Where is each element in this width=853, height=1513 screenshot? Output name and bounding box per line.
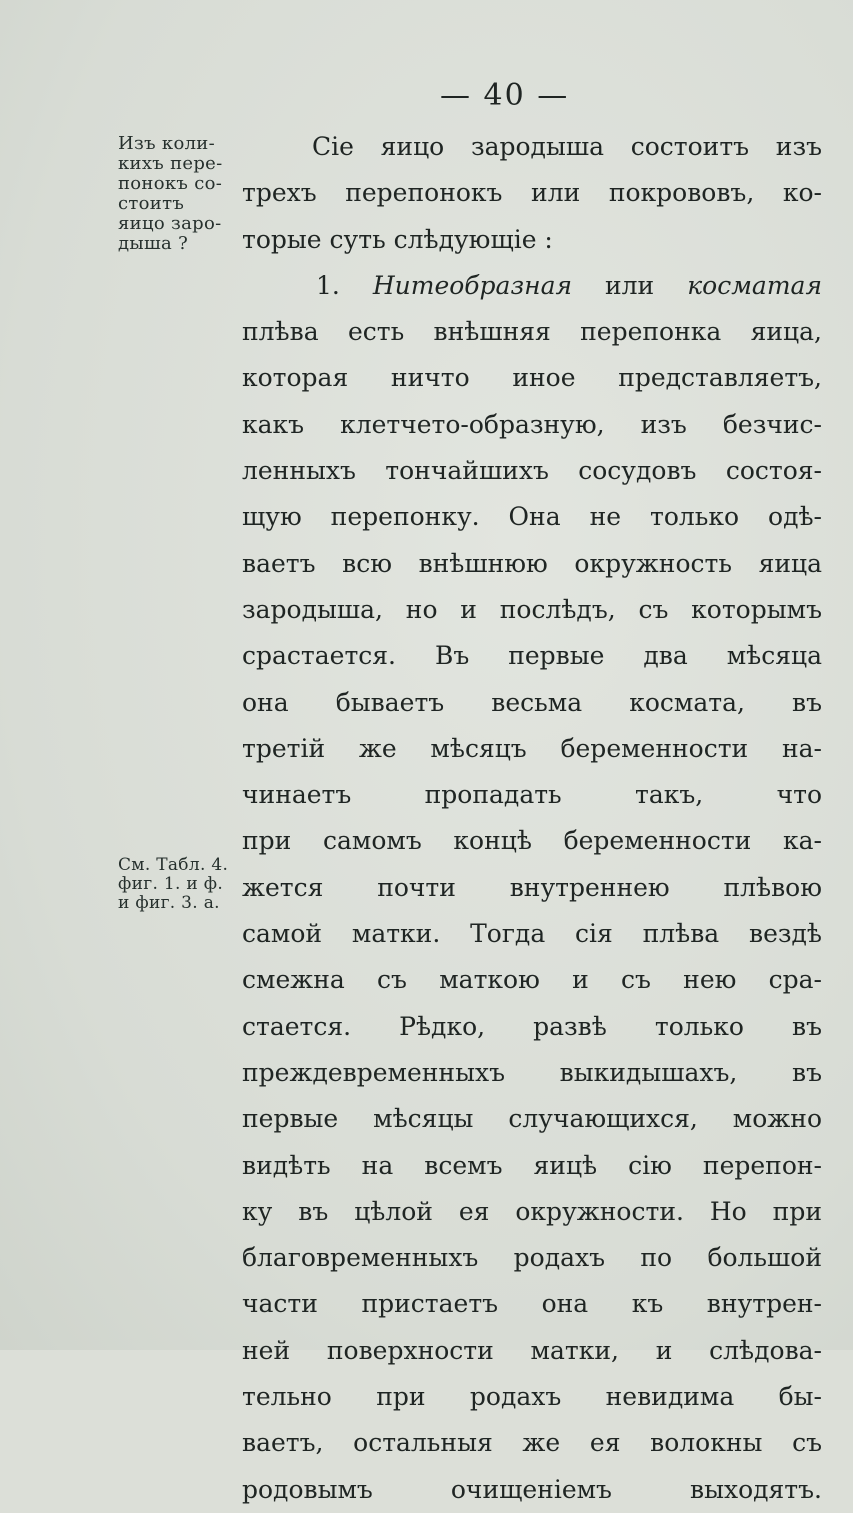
text-line: ваетъ, остальныя же ея волокны съ (242, 1428, 822, 1458)
text-line: смежна съ маткою и съ нею сра- (242, 965, 822, 995)
text-line: зародыша, но и послѣдъ, съ которымъ (242, 594, 822, 624)
text-line: родовымъ очищеніемъ выходятъ. (242, 1474, 822, 1504)
text-line: ваетъ всю внѣшнюю окружность яица (242, 548, 822, 578)
text-line: жется почти внутреннею плѣвою (242, 872, 822, 902)
item-number: 1. (316, 270, 340, 300)
text-line: ленныхъ тончайшихъ сосудовъ состоя- (242, 456, 822, 486)
text-line: Сіе яицо зародыша состоитъ изъ (312, 132, 822, 161)
text-line: которая ничто иное представляетъ, (242, 363, 822, 393)
term-fibrous: Нитеобразная (372, 270, 573, 300)
numbered-item-line (242, 263, 822, 309)
text-line: плѣва есть внѣшняя перепонка яица, (242, 317, 822, 347)
text-line: части пристаетъ она къ внутрен- (242, 1289, 822, 1319)
page-number: — 40 — (440, 78, 570, 113)
text-line: ней поверхности матки, и слѣдова- (242, 1335, 822, 1365)
text-line: она бываетъ весьма космата, въ (242, 687, 822, 717)
text-line: самой матки. Тогда сія плѣва вездѣ (242, 919, 822, 949)
text-line: ку въ цѣлой ея окружности. Но при (242, 1196, 822, 1226)
text-line: преждевременныхъ выкидышахъ, въ (242, 1057, 822, 1087)
text-line: чинаетъ пропадать такъ, что (242, 780, 822, 810)
text-line: трехъ перепонокъ или покрововъ, ко- (242, 178, 822, 208)
text-line: щую перепонку. Она не только одѣ- (242, 502, 822, 532)
text-line: первые мѣсяцы случающихся, можно (242, 1104, 822, 1134)
text-line: благовременныхъ родахъ по большой (242, 1243, 822, 1273)
text-line: при самомъ концѣ беременности ка- (242, 826, 822, 856)
text-line: тельно при родахъ невидима бы- (242, 1382, 822, 1412)
body-text (242, 124, 822, 1513)
term-conjunction: или (605, 270, 655, 300)
text-line: торые суть слѣдующіе : (242, 224, 553, 254)
margin-note-question: Изъ коли- кихъ пере- понокъ со- стоитъ яицо заро- дыша ? (118, 133, 223, 254)
text-line: срастается. Въ первые два мѣсяца (242, 641, 822, 671)
text-line: третій же мѣсяцъ беременности на- (242, 733, 822, 763)
text-line: видѣть на всемъ яицѣ сію перепон- (242, 1150, 822, 1180)
term-shaggy: косматая (687, 270, 822, 300)
text-line: стается. Рѣдко, развѣ только въ (242, 1011, 822, 1041)
text-line: какъ клетчето-образную, изъ безчис- (242, 409, 822, 439)
margin-note-figure-reference: См. Табл. 4. фиг. 1. и ф. и фиг. 3. а. (118, 855, 229, 913)
